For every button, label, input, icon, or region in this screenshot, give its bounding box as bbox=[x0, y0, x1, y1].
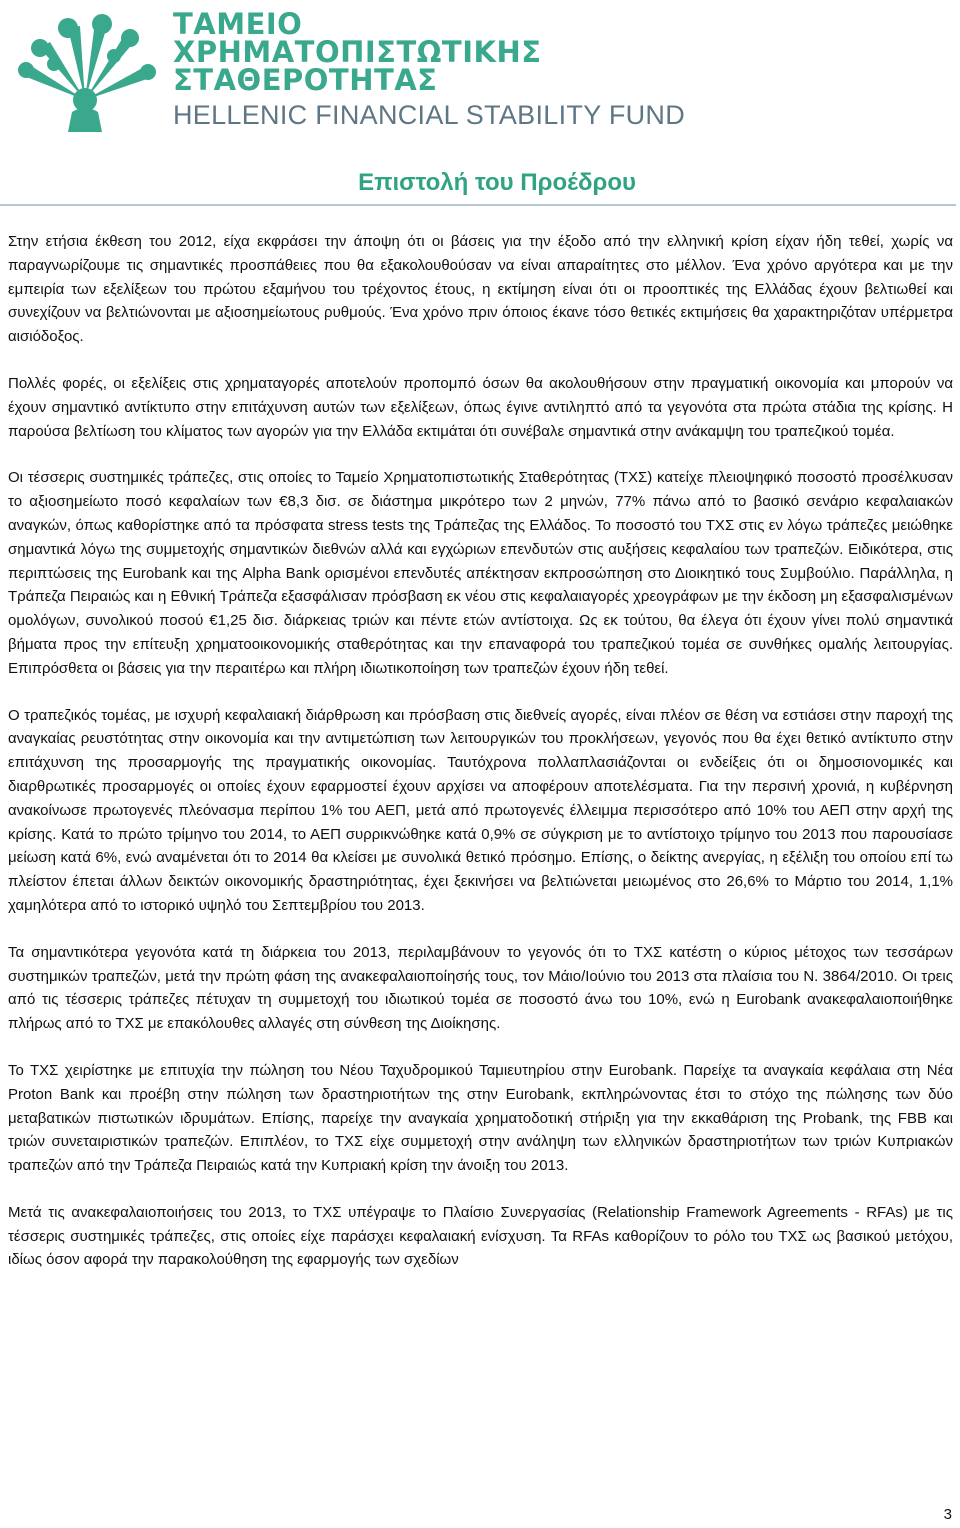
paragraph: Το ΤΧΣ χειρίστηκε με επιτυχία την πώληση του Νέου Ταχυδρομικού Ταμιευτηρίου στην Eurobank. Παρείχε τα αναγκαία κεφάλαια στη Νέα Proton Bank και προέβη στην πώληση των δραστηριοτήτων της στην Eurobank, εκπληρώνοντας έτσι το στόχο της πώλησης των δύο μεταβατικών πιστωτικών ιδρυμάτων. Επίσης, παρείχε την αναγκαία χρηματοδοτική στήριξη για την εκκαθάριση της Probank, της FBB και τριών συνεταιριστικών τραπεζών. Επιπλέον, το ΤΧΣ είχε συμμετοχή στην ανάληψη των ελληνικών δραστηριοτήτων των τριών Κυπριακών τραπεζών από την Τράπεζα Πειραιώς κατά την Κυπριακή κρίση την άνοιξη του 2013. bbox=[8, 1061, 953, 1175]
title-section bbox=[0, 168, 956, 206]
logo-line-3: ΣΤΑΘΕΡΟΤΗΤΑΣ bbox=[173, 63, 438, 97]
page-title: Επιστολή του Προέδρου bbox=[358, 169, 636, 196]
paragraph: Στην ετήσια έκθεση του 2012, είχα εκφράσει την άποψη ότι οι βάσεις για την έξοδο από την ελληνική κρίση είχαν ήδη τεθεί, χωρίς να παραγνωρίζουμε τις σημαντικές προσπάθειες που θα εξακολουθούσαν να είναι απαραίτητες στο μέλλον. Ένα χρόνο αργότερα και με την εμπειρία των εξελίξεων του πρώτου εξαμήνου του τρέχοντος έτους, η εκτίμηση είναι ότι οι προοπτικές της Ελλάδας έχουν βελτιωθεί και συνεχίζουν να βελτιώνονται με αξιοσημείωτους ρυθμούς. Ένα χρόνο πριν όποιος έκανε τόσο θετικές εκτιμήσεις θα χαρακτηριζόταν υπέρμετρα αισιόδοξος. bbox=[8, 233, 953, 346]
letter-body bbox=[8, 230, 953, 1295]
paragraph: Τα σημαντικότερα γεγονότα κατά τη διάρκεια του 2013, περιλαμβάνουν το γεγονός ότι το ΤΧΣ κατέστη ο κύριος μέτοχος των τεσσάρων συστημικών τραπεζών, μετά την πρώτη φάση της ανακεφαλαιοποίησής τους, τον Μάιο/Ιούνιο του 2013 στα πλαίσια του Ν. 3864/2010. Οι τρεις από τις τέσσερις τράπεζες πέτυχαν τη συμμετοχή του ιδιωτικού τομέα σε ποσοστό άνω του 10%, ενώ η Eurobank ανακεφαλαιοποιήθηκε πλήρως από το ΤΧΣ με επακόλουθες αλλαγές στη σύνθεση της Διοίκησης. bbox=[8, 943, 953, 1033]
paragraph: Ο τραπεζικός τομέας, με ισχυρή κεφαλαιακή διάρθρωση και πρόσβαση στις διεθνείς αγορές, είναι πλέον σε θέση να εστιάσει στην παροχή της αναγκαίας ρευστότητας στην οικονομία και την αντιμετώπιση των λειτουργικών του προκλήσεων, γεγονός που θα έχει θετικό αντίκτυπο στην επιτάχυνση της προσαρμογής της πραγματικής οικονομίας. Ταυτόχρονα πολλαπλασιάζονται οι ενδείξεις ότι οι δημοσιονομικές και διαρθρωτικές προσαρμογές οι οποίες έχουν εφαρμοστεί έχουν αρχίσει να αποφέρουν αποτελέσματα. Για την περσινή χρονιά, η κυβέρνηση ανακοίνωσε πρωτογενές πλεόνασμα περίπου 1% του ΑΕΠ, μετά από πρωτογενές έλλειμμα περισσότερο από 10% του ΑΕΠ στην αρχή της κρίσης. Κατά το πρώτο τρίμηνο του 2014, το ΑΕΠ συρρικνώθηκε κατά 0,9% σε σύγκριση με το αντίστοιχο τρίμηνο του 2013 που παρουσίασε μείωση κατά 6%, ενώ αναμένεται ότι το 2014 θα κλείσει με συνολικά θετικό πρόσημο. Επίσης, ο δείκτης ανεργίας, η εξέλιξη του οποίου επί τω πλείστον έπεται άλλων δεικτών οικονομικής δραστηριότητας, έχει ξεκινήσει να βελτιώνεται μειωμένος στο 26,6% το Μάρτιο του 2014, 1,1% χαμηλότερα από το ιστορικό υψηλό του Σεπτεμβρίου του 2013. bbox=[8, 706, 953, 914]
paragraph: Πολλές φορές, οι εξελίξεις στις χρηματαγορές αποτελούν προπομπό όσων θα ακολουθήσουν στην πραγματική οικονομία και μπορούν να έχουν σημαντικό αντίκτυπο στην επιτάχυνση αυτών των εξελίξεων, όπως έγινε αντιληπτό από τα γεγονότα στα πρώτα στάδια της κρίσης. Η παρούσα βελτίωση του κλίματος των αγορών για την Ελλάδα εκτιμάται ότι συνέβαλε σημαντικά στην ανάκαμψη του τραπεζικού τομέα. bbox=[8, 374, 953, 440]
logo-line-1: ΤΑΜΕΙΟ bbox=[173, 7, 303, 41]
logo-english-name: HELLENIC FINANCIAL STABILITY FUND bbox=[173, 100, 686, 130]
header bbox=[0, 0, 960, 140]
page-number: 3 bbox=[943, 1506, 952, 1523]
logo-text bbox=[173, 7, 686, 130]
logo-line-2: ΧΡΗΜΑΤΟΠΙΣΤΩΤΙΚΗΣ bbox=[173, 35, 542, 69]
tree-icon bbox=[10, 8, 160, 136]
paragraph: Οι τέσσερις συστημικές τράπεζες, στις οποίες το Ταμείο Χρηματοπιστωτικής Σταθερότητας (ΤΧΣ) κατείχε πλειοψηφικό ποσοστό προσέλκυσαν το αξιοσημείωτο ποσό κεφαλαίων των €8,3 δισ. σε διάστημα μικρότερο των 2 μηνών, 77% πάνω από το βασικό σενάριο κεφαλαιακών αναγκών, όπως καθορίστηκε από τα πρόσφατα stress tests της Τράπεζας της Ελλάδος. Το ποσοστό του ΤΧΣ στις εν λόγω τράπεζες μειώθηκε σημαντικά λόγω της συμμετοχής σημαντικών διεθνών αλλά και εγχώριων επενδυτών στις αυξήσεις κεφαλαίου των τραπεζών. Ειδικότερα, στις περιπτώσεις της Eurobank και της Alpha Bank ορισμένοι επενδυτές απέκτησαν εκπροσώπηση στο Διοικητικό τους Συμβούλιο. Παράλληλα, η Τράπεζα Πειραιώς και η Εθνική Τράπεζα εξασφάλισαν πρόσβαση εκ νέου στις κεφαλαιαγορές χρεογράφων με την έκδοση μη εξασφαλισμένων ομολόγων, συνολικού ποσού €1,25 δισ. διάρκειας τριών και πέντε ετών αντίστοιχα. Ως εκ τούτου, θα έλεγα ότι έχουν γίνει πολύ σημαντικά βήματα προς την επίτευξη χρηματοοικονομικής σταθερότητας και την επαναφορά του τραπεζικού τομέα σε συνθήκες ομαλής λειτουργίας. Επιπρόσθετα οι βάσεις για την περαιτέρω και πλήρη ιδιωτικοποίηση των τραπεζών έχουν ήδη τεθεί. bbox=[8, 469, 953, 677]
paragraph: Μετά τις ανακεφαλαιοποιήσεις του 2013, το ΤΧΣ υπέγραψε το Πλαίσιο Συνεργασίας (Relationship Framework Agreements - RFAs) με τις τέσσερις συστημικές τράπεζες, στις οποίες είχε παράσχει κεφαλαιακή ενίσχυση. Τα RFAs καθορίζουν το ρόλο του ΤΧΣ ως βασικού μετόχου, ιδίως όσον αφορά την παρακολούθηση της εφαρμογής των σχεδίων bbox=[8, 1203, 953, 1269]
